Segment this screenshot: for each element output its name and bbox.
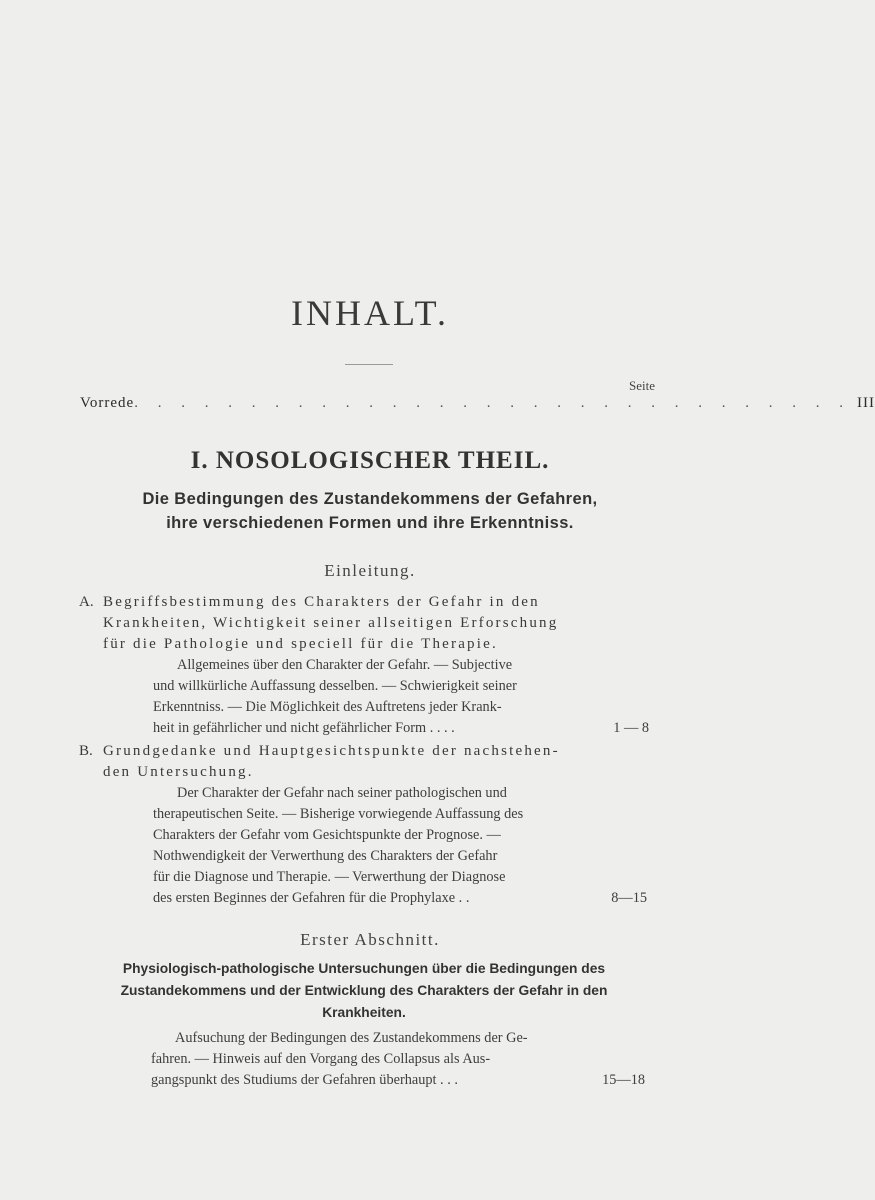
preface-label: Vorrede: [80, 395, 135, 411]
entry-title-line: den Untersuchung.: [103, 764, 254, 780]
section-heading: Erster Abschnitt.: [300, 930, 440, 949]
entry-title-line: Krankheiten, Wichtigkeit seiner allseitigen Erforschung: [103, 615, 559, 631]
entry-title-line: Begriffsbestimmung des Charakters der Gefahr in den: [103, 594, 540, 610]
part-title: I. NOSOLOGISCHER THEIL.: [190, 447, 550, 474]
section-subtitle-line: Krankheiten.: [322, 1005, 406, 1020]
part-subtitle: [0, 487, 740, 535]
detail-line: und willkürliche Auffassung desselben. — Schwierigkeit seiner: [153, 678, 517, 694]
entry-a-pages: 1 — 8: [613, 720, 649, 736]
detail-line: Aufsuchung der Bedingungen des Zustandekommens der Ge-: [175, 1030, 528, 1046]
detail-line: gangspunkt des Studiums der Gefahren überhaupt . . .: [151, 1072, 458, 1088]
toc-entry-preface: [80, 395, 875, 412]
entry-a-detail: [153, 655, 649, 739]
entry-marker: B.: [79, 743, 93, 759]
entry-title-line: Grundgedanke und Hauptgesichtspunkte der nachstehen-: [103, 743, 560, 759]
page-column-label: Seite: [629, 378, 655, 393]
detail-line: des ersten Beginnes der Gefahren für die Prophylaxe . .: [153, 890, 470, 906]
detail-line: Allgemeines über den Charakter der Gefahr. — Subjective: [177, 657, 513, 673]
section-subtitle-line: Zustandekommens und der Entwicklung des Charakters der Gefahr in den: [120, 983, 608, 998]
entry-b-pages: 8—15: [611, 890, 647, 906]
toc-entry-b: [79, 741, 643, 783]
detail-line-last: [153, 718, 649, 739]
part-subtitle-line: ihre verschiedenen Formen und ihre Erkenntniss.: [166, 514, 574, 532]
detail-line: Nothwendigkeit der Verwerthung des Charakters der Gefahr: [153, 848, 498, 864]
page-title: INHALT.: [291, 293, 449, 333]
detail-line: heit in gefährlicher und nicht gefährlicher Form . . . .: [153, 720, 455, 736]
detail-line-last: [153, 888, 647, 909]
section-1-detail: [151, 1028, 645, 1091]
leader-dots: . . . . . . . . . . . . . . . . . . . . . . . . . . . . . . .: [134, 395, 851, 411]
entry-title-line: für die Pathologie und speciell für die Therapie.: [103, 636, 498, 652]
part-subtitle-line: Die Bedingungen des Zustandekommens der Gefahren,: [142, 490, 598, 508]
section-subtitle: [108, 958, 620, 1024]
entry-b-detail: [153, 783, 647, 909]
intro-heading: Einleitung.: [324, 561, 416, 580]
detail-line: Charakters der Gefahr vom Gesichtspunkte der Prognose. —: [153, 827, 501, 843]
toc-entry-a: [79, 592, 643, 655]
detail-line: Erkenntniss. — Die Möglichkeit des Auftretens jeder Krank-: [153, 699, 502, 715]
section-subtitle-line: Physiologisch-pathologische Untersuchungen über die Bedingungen des: [122, 961, 606, 976]
preface-page: III: [856, 395, 875, 411]
detail-line-last: [151, 1070, 645, 1091]
section-1-pages: 15—18: [602, 1072, 645, 1088]
title-divider: [345, 364, 393, 365]
detail-line: therapeutischen Seite. — Bisherige vorwiegende Auffassung des: [153, 806, 524, 822]
detail-line: fahren. — Hinweis auf den Vorgang des Collapsus als Aus-: [151, 1051, 491, 1067]
detail-line: für die Diagnose und Therapie. — Verwerthung der Diagnose: [153, 869, 506, 885]
entry-marker: A.: [79, 594, 94, 610]
detail-line: Der Charakter der Gefahr nach seiner pathologischen und: [177, 785, 507, 801]
